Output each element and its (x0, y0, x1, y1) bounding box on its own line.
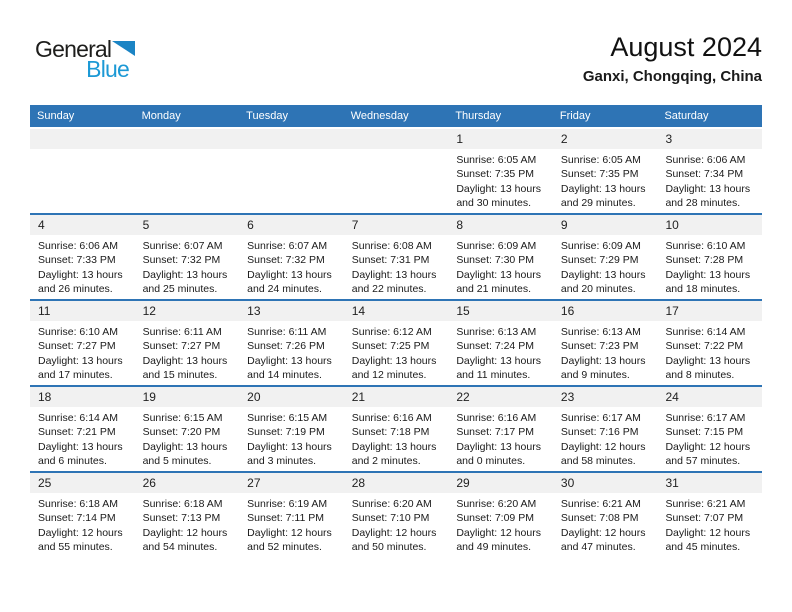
day-details (553, 321, 658, 383)
calendar-table (30, 105, 762, 557)
day-number: 13 (239, 301, 344, 321)
sunset-text: Sunset: 7:13 PM (142, 512, 221, 525)
day-details (553, 235, 658, 297)
daylight-text: Daylight: 12 hours and 52 minutes. (247, 526, 332, 554)
day-cell-empty (344, 129, 449, 213)
day-cell-28 (344, 473, 449, 557)
day-number (344, 129, 449, 149)
day-details (344, 235, 449, 297)
day-number: 20 (239, 387, 344, 407)
day-number: 26 (135, 473, 240, 493)
day-cell-5 (135, 215, 240, 299)
day-details (657, 235, 762, 297)
day-number: 5 (135, 215, 240, 235)
sunrise-text: Sunrise: 6:07 AM (142, 240, 223, 252)
day-details (448, 149, 553, 211)
day-number: 7 (344, 215, 449, 235)
week-row-2 (30, 213, 762, 299)
sunrise-text: Sunrise: 6:18 AM (142, 498, 223, 510)
sunset-text: Sunset: 7:23 PM (560, 340, 639, 353)
sunset-text: Sunset: 7:16 PM (560, 426, 639, 439)
day-number: 6 (239, 215, 344, 235)
sunrise-text: Sunrise: 6:20 AM (351, 498, 432, 510)
sunset-text: Sunset: 7:30 PM (456, 254, 534, 267)
sunset-text: Sunset: 7:25 PM (351, 340, 430, 353)
day-details (30, 493, 135, 555)
daylight-text: Daylight: 13 hours and 9 minutes. (560, 354, 646, 382)
day-cell-14 (344, 301, 449, 385)
day-number: 16 (553, 301, 658, 321)
day-cell-9 (553, 215, 658, 299)
daylight-text: Daylight: 12 hours and 55 minutes. (38, 526, 123, 554)
week-row-4 (30, 385, 762, 471)
day-details (448, 235, 553, 297)
sunrise-text: Sunrise: 6:19 AM (247, 498, 328, 510)
day-number: 10 (657, 215, 762, 235)
day-number: 15 (448, 301, 553, 321)
sunset-text: Sunset: 7:11 PM (247, 512, 325, 525)
page-subtitle: Ganxi, Chongqing, China (582, 68, 762, 86)
weekday-header-friday: Friday (559, 110, 591, 122)
day-number: 2 (553, 129, 658, 149)
sunrise-text: Sunrise: 6:11 AM (142, 326, 222, 338)
day-details (553, 149, 658, 211)
day-number: 23 (553, 387, 658, 407)
day-number: 27 (239, 473, 344, 493)
day-cell-empty (135, 129, 240, 213)
sunset-text: Sunset: 7:17 PM (456, 426, 534, 439)
day-cell-31 (657, 473, 762, 557)
day-cell-3 (657, 129, 762, 213)
daylight-text: Daylight: 12 hours and 54 minutes. (142, 526, 228, 554)
day-number (239, 129, 344, 149)
logo-text-general: General (35, 36, 112, 62)
daylight-text: Daylight: 13 hours and 12 minutes. (351, 354, 437, 382)
day-number: 18 (30, 387, 135, 407)
sunset-text: Sunset: 7:08 PM (560, 512, 639, 525)
day-details (553, 493, 658, 555)
day-details (239, 407, 344, 469)
day-details (30, 235, 135, 297)
sunset-text: Sunset: 7:18 PM (351, 426, 430, 439)
sunrise-text: Sunrise: 6:07 AM (247, 240, 328, 252)
sunset-text: Sunset: 7:15 PM (665, 426, 744, 439)
day-details (135, 321, 240, 383)
sunset-text: Sunset: 7:35 PM (560, 168, 639, 181)
day-cell-30 (553, 473, 658, 557)
sunset-text: Sunset: 7:27 PM (142, 340, 221, 353)
daylight-text: Daylight: 13 hours and 0 minutes. (456, 440, 541, 468)
day-cell-empty (239, 129, 344, 213)
sunrise-text: Sunrise: 6:14 AM (665, 326, 746, 338)
day-number: 11 (30, 301, 135, 321)
weekday-header-sunday: Sunday (37, 110, 75, 122)
sunset-text: Sunset: 7:14 PM (38, 512, 116, 525)
daylight-text: Daylight: 13 hours and 15 minutes. (142, 354, 228, 382)
day-number (30, 129, 135, 149)
sunrise-text: Sunrise: 6:17 AM (560, 412, 641, 424)
day-cell-11 (30, 301, 135, 385)
day-number: 28 (344, 473, 449, 493)
sunset-text: Sunset: 7:21 PM (38, 426, 116, 439)
sunrise-text: Sunrise: 6:06 AM (38, 240, 118, 252)
sunset-text: Sunset: 7:31 PM (351, 254, 430, 267)
day-cell-16 (553, 301, 658, 385)
daylight-text: Daylight: 13 hours and 21 minutes. (456, 268, 541, 296)
day-details (239, 321, 344, 383)
daylight-text: Daylight: 13 hours and 14 minutes. (247, 354, 332, 382)
day-cell-19 (135, 387, 240, 471)
day-cell-26 (135, 473, 240, 557)
day-cell-23 (553, 387, 658, 471)
daylight-text: Daylight: 13 hours and 24 minutes. (247, 268, 332, 296)
weekday-header-wednesday: Wednesday (350, 110, 409, 122)
page-title: August 2024 (610, 32, 762, 62)
sunrise-text: Sunrise: 6:16 AM (351, 412, 432, 424)
daylight-text: Daylight: 12 hours and 58 minutes. (560, 440, 646, 468)
daylight-text: Daylight: 13 hours and 29 minutes. (560, 182, 646, 210)
week-row-3 (30, 299, 762, 385)
daylight-text: Daylight: 13 hours and 18 minutes. (665, 268, 751, 296)
day-cell-17 (657, 301, 762, 385)
day-number: 12 (135, 301, 240, 321)
sunset-text: Sunset: 7:24 PM (456, 340, 534, 353)
day-cell-2 (553, 129, 658, 213)
daylight-text: Daylight: 13 hours and 2 minutes. (351, 440, 437, 468)
day-cell-21 (344, 387, 449, 471)
day-details (657, 149, 762, 211)
day-cell-15 (448, 301, 553, 385)
sunset-text: Sunset: 7:34 PM (665, 168, 744, 181)
logo-text-blue: Blue (86, 56, 129, 82)
daylight-text: Daylight: 13 hours and 28 minutes. (665, 182, 751, 210)
daylight-text: Daylight: 13 hours and 26 minutes. (38, 268, 123, 296)
sunrise-text: Sunrise: 6:13 AM (456, 326, 537, 338)
daylight-text: Daylight: 12 hours and 45 minutes. (665, 526, 751, 554)
day-number: 17 (657, 301, 762, 321)
day-details (344, 407, 449, 469)
sunrise-text: Sunrise: 6:15 AM (142, 412, 223, 424)
day-cell-25 (30, 473, 135, 557)
sunset-text: Sunset: 7:26 PM (247, 340, 325, 353)
day-number: 14 (344, 301, 449, 321)
sunrise-text: Sunrise: 6:09 AM (560, 240, 641, 252)
day-number: 8 (448, 215, 553, 235)
day-details (135, 407, 240, 469)
day-cell-10 (657, 215, 762, 299)
daylight-text: Daylight: 13 hours and 8 minutes. (665, 354, 751, 382)
day-details (30, 407, 135, 469)
day-details (448, 407, 553, 469)
sunset-text: Sunset: 7:32 PM (247, 254, 325, 267)
daylight-text: Daylight: 13 hours and 17 minutes. (38, 354, 123, 382)
day-number (135, 129, 240, 149)
day-number: 22 (448, 387, 553, 407)
daylight-text: Daylight: 13 hours and 30 minutes. (456, 182, 541, 210)
sunset-text: Sunset: 7:10 PM (351, 512, 430, 525)
sunset-text: Sunset: 7:29 PM (560, 254, 639, 267)
day-number: 29 (448, 473, 553, 493)
daylight-text: Daylight: 12 hours and 50 minutes. (351, 526, 437, 554)
day-cell-4 (30, 215, 135, 299)
sunrise-text: Sunrise: 6:18 AM (38, 498, 118, 510)
sunset-text: Sunset: 7:35 PM (456, 168, 534, 181)
sunrise-text: Sunrise: 6:17 AM (665, 412, 746, 424)
sunrise-text: Sunrise: 6:16 AM (456, 412, 537, 424)
day-number: 25 (30, 473, 135, 493)
day-cell-12 (135, 301, 240, 385)
day-number: 30 (553, 473, 658, 493)
day-number: 31 (657, 473, 762, 493)
sunset-text: Sunset: 7:27 PM (38, 340, 116, 353)
week-row-5 (30, 471, 762, 557)
day-details (239, 235, 344, 297)
day-cell-20 (239, 387, 344, 471)
day-cell-6 (239, 215, 344, 299)
sunrise-text: Sunrise: 6:20 AM (456, 498, 537, 510)
sunrise-text: Sunrise: 6:21 AM (560, 498, 641, 510)
day-number: 21 (344, 387, 449, 407)
day-details (135, 493, 240, 555)
day-details (30, 321, 135, 383)
day-cell-29 (448, 473, 553, 557)
weekday-header-row (30, 105, 762, 127)
sunrise-text: Sunrise: 6:05 AM (560, 154, 641, 166)
sunrise-text: Sunrise: 6:10 AM (38, 326, 118, 338)
day-details (344, 321, 449, 383)
day-cell-18 (30, 387, 135, 471)
general-blue-logo (35, 38, 141, 81)
sunset-text: Sunset: 7:07 PM (665, 512, 744, 525)
week-row-1 (30, 127, 762, 213)
day-number: 4 (30, 215, 135, 235)
calendar-grid (30, 127, 762, 557)
sunrise-text: Sunrise: 6:09 AM (456, 240, 537, 252)
sunrise-text: Sunrise: 6:15 AM (247, 412, 328, 424)
sunset-text: Sunset: 7:20 PM (142, 426, 221, 439)
day-number: 9 (553, 215, 658, 235)
day-details (448, 321, 553, 383)
sunrise-text: Sunrise: 6:11 AM (247, 326, 327, 338)
weekday-header-monday: Monday (141, 110, 181, 122)
sunset-text: Sunset: 7:32 PM (142, 254, 221, 267)
day-cell-13 (239, 301, 344, 385)
day-details (135, 235, 240, 297)
day-cell-empty (30, 129, 135, 213)
day-cell-8 (448, 215, 553, 299)
day-number: 3 (657, 129, 762, 149)
day-details (553, 407, 658, 469)
day-number: 19 (135, 387, 240, 407)
sunrise-text: Sunrise: 6:14 AM (38, 412, 118, 424)
daylight-text: Daylight: 13 hours and 22 minutes. (351, 268, 437, 296)
daylight-text: Daylight: 13 hours and 20 minutes. (560, 268, 646, 296)
day-cell-7 (344, 215, 449, 299)
sunrise-text: Sunrise: 6:21 AM (665, 498, 746, 510)
sunrise-text: Sunrise: 6:13 AM (560, 326, 641, 338)
sunset-text: Sunset: 7:28 PM (665, 254, 744, 267)
day-number: 1 (448, 129, 553, 149)
day-details (239, 493, 344, 555)
day-cell-27 (239, 473, 344, 557)
daylight-text: Daylight: 13 hours and 3 minutes. (247, 440, 332, 468)
daylight-text: Daylight: 12 hours and 57 minutes. (665, 440, 751, 468)
day-details (657, 321, 762, 383)
sunrise-text: Sunrise: 6:12 AM (351, 326, 432, 338)
sunrise-text: Sunrise: 6:10 AM (665, 240, 746, 252)
sunrise-text: Sunrise: 6:06 AM (665, 154, 746, 166)
day-cell-22 (448, 387, 553, 471)
daylight-text: Daylight: 13 hours and 6 minutes. (38, 440, 123, 468)
weekday-header-saturday: Saturday (664, 110, 709, 122)
sunrise-text: Sunrise: 6:05 AM (456, 154, 537, 166)
day-number: 24 (657, 387, 762, 407)
day-details (657, 407, 762, 469)
day-cell-1 (448, 129, 553, 213)
weekday-header-tuesday: Tuesday (246, 110, 288, 122)
sunset-text: Sunset: 7:19 PM (247, 426, 325, 439)
day-details (344, 493, 449, 555)
sunset-text: Sunset: 7:33 PM (38, 254, 116, 267)
daylight-text: Daylight: 13 hours and 25 minutes. (142, 268, 228, 296)
weekday-header-thursday: Thursday (455, 110, 502, 122)
daylight-text: Daylight: 13 hours and 5 minutes. (142, 440, 228, 468)
day-cell-24 (657, 387, 762, 471)
day-details (657, 493, 762, 555)
title-block (583, 33, 762, 85)
daylight-text: Daylight: 12 hours and 49 minutes. (456, 526, 541, 554)
sunset-text: Sunset: 7:22 PM (665, 340, 744, 353)
sunrise-text: Sunrise: 6:08 AM (351, 240, 432, 252)
sunset-text: Sunset: 7:09 PM (456, 512, 534, 525)
day-details (448, 493, 553, 555)
logo-triangle-icon (112, 41, 135, 56)
daylight-text: Daylight: 12 hours and 47 minutes. (560, 526, 646, 554)
daylight-text: Daylight: 13 hours and 11 minutes. (456, 354, 541, 382)
